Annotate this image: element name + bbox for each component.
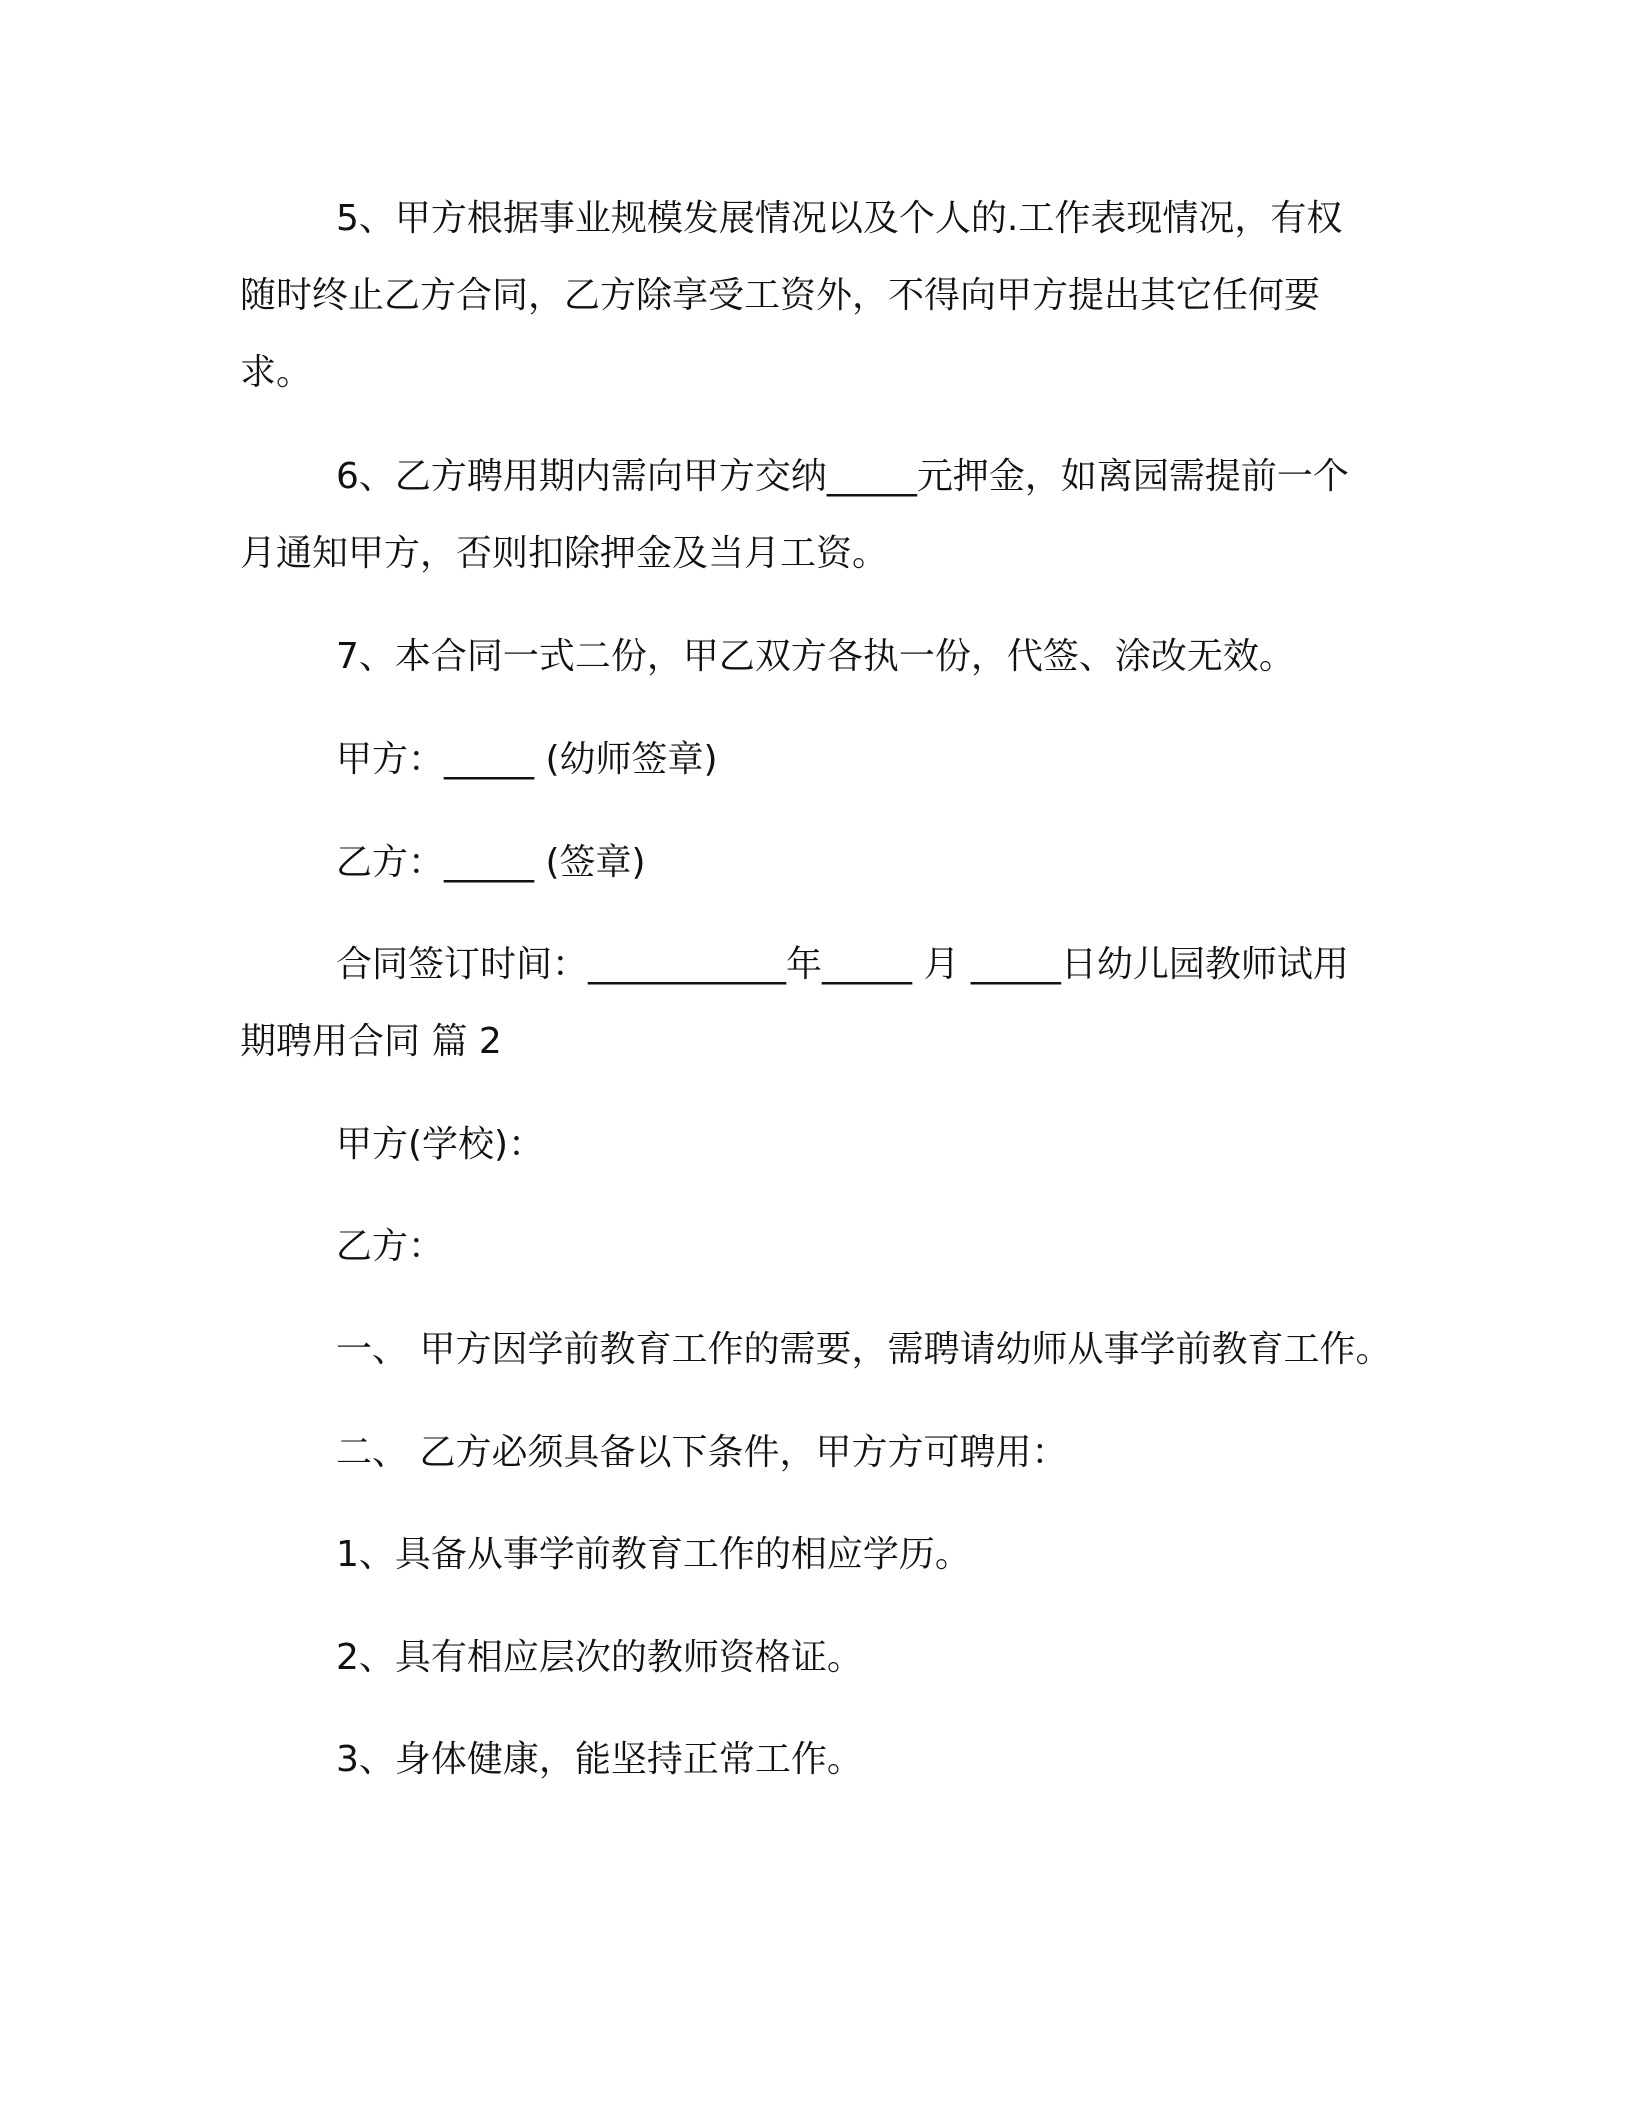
party-b-signature: 乙方：_____ (签章) — [336, 842, 646, 883]
condition-3: 3、身体健康，能坚持正常工作。 — [336, 1739, 863, 1780]
clause-6: 6、乙方聘用期内需向甲方交纳_____元押金，如离园需提前一个月通知甲方，否则扣除押金及当月工资。 — [240, 456, 1349, 574]
article-2: 二、 乙方必须具备以下条件，甲方方可聘用： — [336, 1432, 1068, 1473]
signing-date-and-section-title: 合同签订时间：___________年_____ 月 _____日幼儿园教师试用期聘用合同 篇 2 — [240, 944, 1349, 1062]
article-1: 一、 甲方因学前教育工作的需要，需聘请幼师从事学前教育工作。 — [336, 1329, 1392, 1370]
party-b: 乙方： — [336, 1226, 445, 1267]
party-a-signature: 甲方：_____ (幼师签章) — [336, 739, 718, 780]
condition-1: 1、具备从事学前教育工作的相应学历。 — [336, 1534, 971, 1575]
party-a-school: 甲方(学校)： — [336, 1124, 545, 1165]
clause-7: 7、本合同一式二份，甲乙双方各执一份，代签、涂改无效。 — [336, 636, 1295, 677]
condition-2: 2、具有相应层次的教师资格证。 — [336, 1637, 863, 1678]
clause-5: 5、甲方根据事业规模发展情况以及个人的.工作表现情况，有权随时终止乙方合同，乙方除享受工资外，不得向甲方提出其它任何要求。 — [240, 198, 1343, 393]
